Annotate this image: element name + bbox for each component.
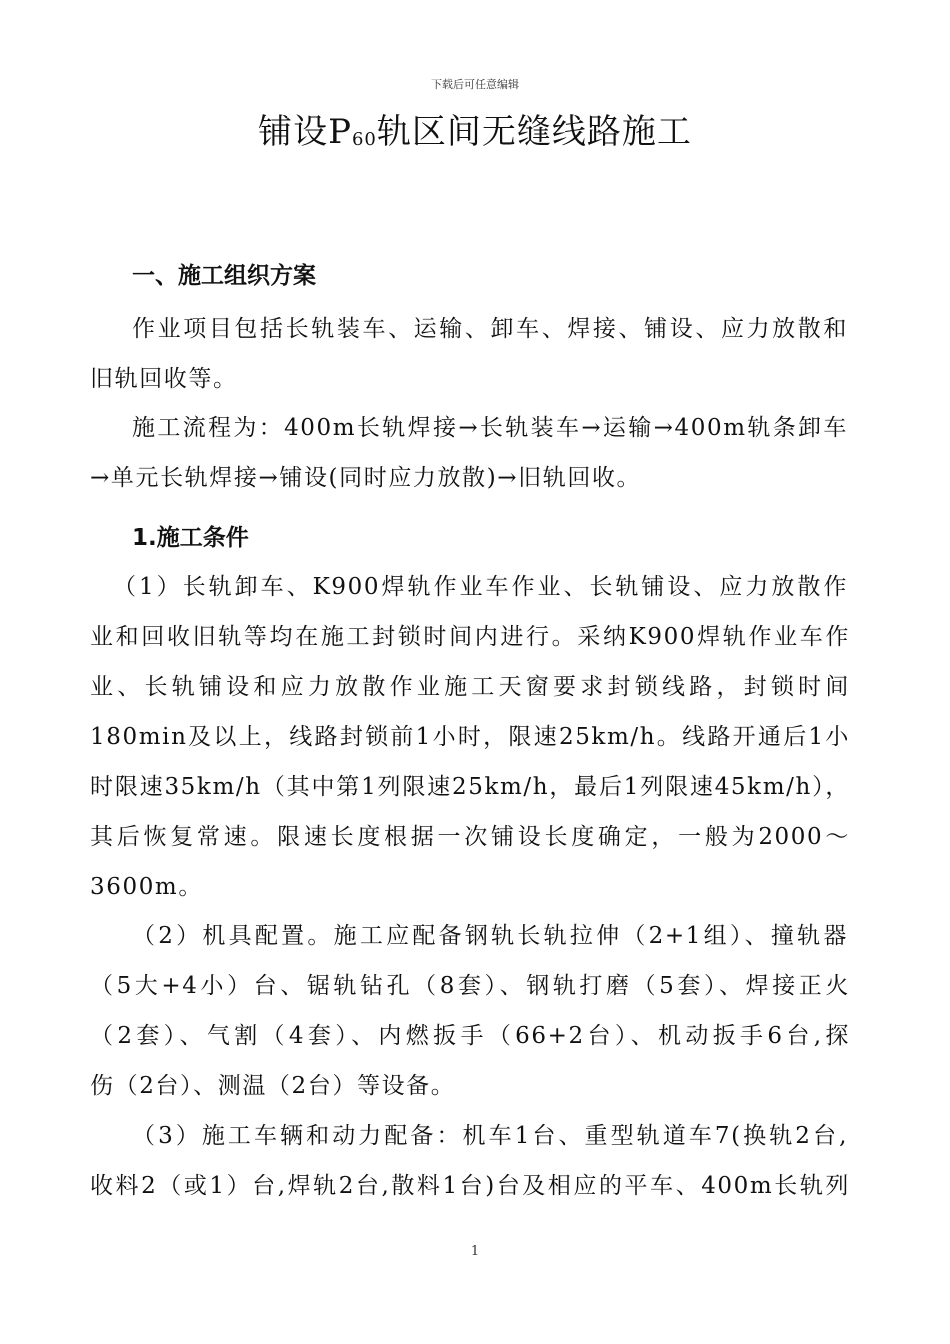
section-heading: 一、施工组织方案 bbox=[132, 263, 316, 289]
page-number: 1 bbox=[470, 1244, 480, 1259]
paragraph-line: （1）长轨卸车、K900焊轨作业车作业、长轨铺设、应力放散作 bbox=[113, 574, 848, 600]
paragraph-line: （2套）、气割（4套）、内燃扳手（66+2台）、机动扳手6台,探 bbox=[90, 1023, 850, 1049]
paragraph-line: 其后恢复常速。限速长度根据一次铺设长度确定，一般为2000～ bbox=[90, 824, 850, 850]
paragraph-line: （2）机具配置。施工应配备钢轨长轨拉伸（2+1组）、撞轨器 bbox=[132, 923, 848, 949]
title-prefix: 铺设P bbox=[258, 112, 352, 152]
header-note: 下载后可任意编辑 bbox=[431, 78, 519, 91]
paragraph-line: 旧轨回收等。 bbox=[90, 366, 238, 392]
paragraph-line: 时限速35km/h（其中第1列限速25km/h，最后1列限速45km/h）， bbox=[90, 774, 850, 800]
paragraph-line: （3）施工车辆和动力配备：机车1台、重型轨道车7(换轨2台, bbox=[132, 1123, 848, 1149]
paragraph-line: 3600m。 bbox=[90, 874, 203, 900]
paragraph-line: 伤（2台）、测温（2台）等设备。 bbox=[90, 1073, 456, 1099]
title-suffix: 轨区间无缝线路施工 bbox=[376, 112, 692, 152]
paragraph-line: 施工流程为：400m长轨焊接→长轨装车→运输→400m轨条卸车 bbox=[132, 415, 848, 441]
paragraph-line: 180min及以上，线路封锁前1小时，限速25km/h。线路开通后1小 bbox=[90, 724, 850, 750]
paragraph-line: →单元长轨焊接→铺设(同时应力放散)→旧轨回收。 bbox=[90, 465, 642, 491]
paragraph-line: 业、长轨铺设和应力放散作业施工天窗要求封锁线路，封锁时间 bbox=[90, 674, 850, 700]
paragraph-line: 收料2（或1）台,焊轨2台,散料1台)台及相应的平车、400m长轨列 bbox=[90, 1173, 850, 1199]
document-title bbox=[0, 104, 950, 153]
paragraph-line: 业和回收旧轨等均在施工封锁时间内进行。采纳K900焊轨作业车作 bbox=[90, 624, 850, 650]
paragraph-line: （5大+4小）台、锯轨钻孔（8套）、钢轨打磨（5套）、焊接正火 bbox=[90, 973, 850, 999]
sub-heading: 1.施工条件 bbox=[132, 525, 249, 551]
paragraph-line: 作业项目包括长轨装车、运输、卸车、焊接、铺设、应力放散和 bbox=[132, 316, 848, 342]
title-subscript: 60 bbox=[351, 129, 377, 150]
